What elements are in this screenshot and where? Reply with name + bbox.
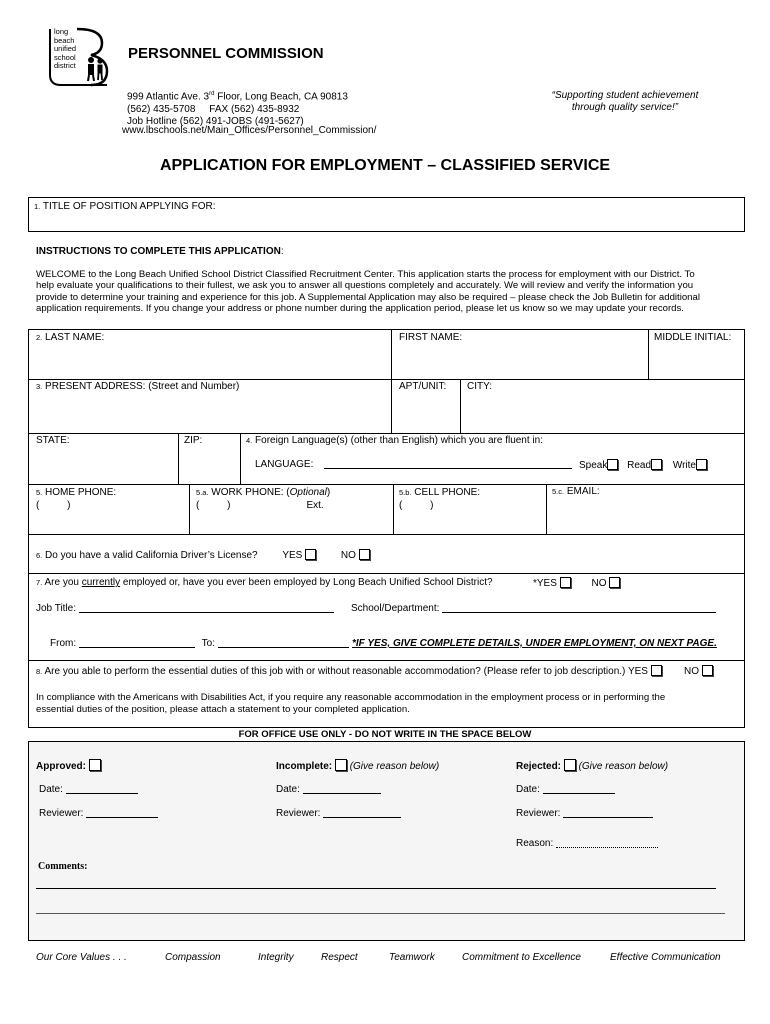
motto-line: “Supporting student achievement <box>551 90 699 101</box>
last-name-label: LAST NAME: <box>45 332 105 343</box>
to-date-input[interactable] <box>218 647 349 648</box>
address-sup: rd <box>209 91 215 97</box>
position-title-label <box>34 201 216 212</box>
comments-line-1[interactable] <box>36 888 716 889</box>
heading-colon: : <box>280 246 284 257</box>
website-link[interactable]: www.lbschools.net/Main_Offices/Personnel_Commission/ <box>122 125 377 136</box>
no-label: NO <box>340 550 356 561</box>
incomplete-checkbox[interactable] <box>335 759 347 771</box>
rejected-date-row <box>516 784 615 795</box>
home-phone-label <box>36 486 116 499</box>
core-value-integrity: Integrity <box>258 952 294 963</box>
approved-reviewer-row <box>39 808 158 819</box>
no-label: NO <box>684 666 699 677</box>
ada-line: In compliance with the Americans with Disabilities Act, if you require any reasonable accommodation in the employment process or in performing the <box>36 692 666 703</box>
incomplete-note: (Give reason below) <box>349 761 440 772</box>
core-value-respect: Respect <box>321 952 358 963</box>
reason-row <box>516 838 658 849</box>
logo-text-line: school <box>54 52 76 62</box>
q-number: 1. <box>34 202 41 211</box>
home-phone-field[interactable] <box>36 486 116 512</box>
license-no-checkbox[interactable] <box>359 549 370 560</box>
q-label: CELL PHONE: <box>414 487 481 498</box>
write-label: Write <box>672 460 696 471</box>
write-checkbox[interactable] <box>696 459 707 470</box>
phone-number: (562) 435-5708 <box>127 103 196 115</box>
core-values-label: Our Core Values . . . <box>36 952 127 963</box>
rejected-reviewer-input[interactable] <box>563 817 653 818</box>
reason-label: Reason: <box>516 838 554 849</box>
q-label: employed or, have you ever been employed by Long Beach Unified School District? <box>120 577 493 588</box>
incomplete-row <box>276 759 439 772</box>
row-divider <box>28 573 745 574</box>
last-name-field[interactable] <box>36 332 104 343</box>
row-divider <box>28 534 745 535</box>
motto <box>520 90 730 114</box>
col-divider <box>546 484 547 535</box>
license-yes-checkbox[interactable] <box>305 549 316 560</box>
zip-label: ZIP: <box>184 435 203 446</box>
q-number: 5. <box>36 488 43 497</box>
comments-label: Comments: <box>38 861 88 872</box>
optional-note: Optional <box>289 487 327 498</box>
instructions-line: WELCOME to the Long Beach Unified School District Classified Recruitment Center. This application starts the process for employment with our District. To <box>36 269 695 280</box>
from-label: From: <box>50 638 77 649</box>
motto-line: through quality service!” <box>571 102 679 113</box>
col-divider <box>393 484 394 535</box>
school-dept-input[interactable] <box>442 612 716 613</box>
language-row <box>255 459 572 470</box>
cell-phone-field[interactable] <box>399 486 480 512</box>
city-label: CITY: <box>467 381 493 392</box>
instructions-heading <box>36 246 284 257</box>
read-checkbox[interactable] <box>651 459 662 470</box>
job-title-label: Job Title: <box>36 603 77 614</box>
language-input[interactable] <box>324 468 572 469</box>
school-dept-label: School/Department: <box>351 603 440 614</box>
comments-line-2[interactable] <box>36 913 725 914</box>
job-hotline: Job Hotline (562) 491-JOBS (491-5627) <box>127 116 304 128</box>
row-divider <box>28 379 745 380</box>
address-text: 999 Atlantic Ave. 3 <box>127 91 210 103</box>
q-label: HOME PHONE: <box>45 487 117 498</box>
school-dept-row <box>351 603 716 614</box>
row-divider <box>28 660 745 661</box>
email-label: EMAIL: <box>566 486 600 497</box>
paren-close: ) <box>326 487 331 498</box>
logo-text <box>54 28 76 71</box>
incomplete-reviewer-row <box>276 808 401 819</box>
logo-text-line: district <box>54 61 76 71</box>
no-label: NO <box>591 578 607 589</box>
rejected-row <box>516 759 668 772</box>
rejected-note: (Give reason below) <box>578 761 669 772</box>
foreign-language-label <box>246 435 543 446</box>
instructions-line: application requirements. If you change your address or phone number during the application period, please let us know so we may update your records. <box>36 303 684 315</box>
form-title: APPLICATION FOR EMPLOYMENT – CLASSIFIED SERVICE <box>159 157 611 174</box>
reviewer-label: Reviewer: <box>39 808 84 819</box>
core-value-compassion: Compassion <box>165 952 221 963</box>
position-title-field[interactable] <box>28 197 745 232</box>
q-number: 4. <box>246 436 253 445</box>
heading-text: INSTRUCTIONS TO COMPLETE THIS APPLICATION <box>36 246 281 257</box>
employed-yes-checkbox[interactable] <box>560 577 571 588</box>
instructions-body <box>36 269 700 315</box>
state-field[interactable] <box>36 435 70 446</box>
lbusd-employment-question <box>36 577 493 588</box>
speak-checkbox[interactable] <box>607 459 618 470</box>
col-divider <box>240 433 241 485</box>
approved-date-input[interactable] <box>66 793 138 794</box>
cell-phone-label <box>399 486 480 499</box>
col-divider <box>189 484 190 535</box>
q-label: Are you able to perform the essential duties of this job with or without reasonable accommodation? (Please refer to job description.) YES <box>44 666 648 677</box>
first-name-label: FIRST NAME: <box>399 332 463 343</box>
logo-text-line: unified <box>54 44 77 54</box>
q-label: TITLE OF POSITION APPLYING FOR: <box>42 201 216 212</box>
reviewer-label: Reviewer: <box>276 808 321 819</box>
rejected-checkbox[interactable] <box>564 759 576 771</box>
city-field[interactable] <box>467 381 492 392</box>
employment-details-note: *IF YES, GIVE COMPLETE DETAILS, UNDER EMPLOYMENT, ON NEXT PAGE. <box>352 638 717 649</box>
phone-line <box>127 104 348 117</box>
contact-block <box>127 88 348 129</box>
row-divider <box>28 433 745 434</box>
approved-row <box>36 759 101 772</box>
incomplete-date-input[interactable] <box>303 793 381 794</box>
q-number: 5.a. <box>196 488 209 497</box>
state-label: STATE: <box>36 435 70 446</box>
accommodation-yes-checkbox[interactable] <box>651 665 662 676</box>
instructions-line: provide to determine your training and experience for this job. A Supplemental Application may also be required – please check the Job Bulletin for additional <box>36 291 700 303</box>
q-label-underlined: currently <box>81 577 121 588</box>
q-label: Do you have a valid California Driver’s License? <box>45 550 258 561</box>
zip-field[interactable] <box>184 435 202 446</box>
approved-reviewer-input[interactable] <box>86 817 158 818</box>
col-divider <box>178 433 179 485</box>
col-divider <box>460 379 461 434</box>
ada-line: essential duties of the position, please attach a statement to your completed application. <box>36 704 410 715</box>
rejected-label: Rejected: <box>516 761 562 772</box>
date-label: Date: <box>516 784 540 795</box>
yes-label: *YES <box>533 578 557 589</box>
accommodation-question <box>36 665 662 677</box>
date-label: Date: <box>39 784 63 795</box>
q-label: Foreign Language(s) (other than English) which you are fluent in: <box>255 435 543 446</box>
q-number: 5.b. <box>399 488 412 497</box>
core-value-excellence: Commitment to Excellence <box>462 952 581 963</box>
col-divider <box>648 329 649 380</box>
read-label: Read <box>627 460 652 471</box>
middle-initial-field[interactable] <box>654 332 731 343</box>
col-divider <box>391 329 392 434</box>
office-use-heading: FOR OFFICE USE ONLY - DO NOT WRITE IN THE SPACE BELOW <box>238 729 532 740</box>
address-city: Floor, Long Beach, CA 90813 <box>214 91 348 103</box>
incomplete-date-row <box>276 784 381 795</box>
reviewer-label: Reviewer: <box>516 808 561 819</box>
approved-checkbox[interactable] <box>89 759 101 771</box>
work-phone-field[interactable] <box>196 486 330 512</box>
ada-statement <box>36 692 665 716</box>
job-title-input[interactable] <box>79 612 334 613</box>
rejected-date-input[interactable] <box>543 793 615 794</box>
incomplete-label: Incomplete: <box>276 761 333 772</box>
core-value-teamwork: Teamwork <box>389 952 435 963</box>
to-label: To: <box>201 638 216 649</box>
date-label: Date: <box>276 784 300 795</box>
q-number: 7. <box>36 578 43 587</box>
accommodation-no <box>684 665 713 677</box>
middle-initial-label: MIDDLE INITIAL: <box>654 332 732 343</box>
fax-number: FAX (562) 435-8932 <box>209 103 300 115</box>
approved-date-row <box>39 784 138 795</box>
home-phone-area-code: ( ) <box>36 500 71 511</box>
first-name-field[interactable] <box>399 332 462 343</box>
address-line <box>127 88 348 104</box>
logo-text-line: beach <box>54 35 75 45</box>
instructions-line: help evaluate your qualifications to their fullest, we ask you to answer all questions completely and accurately. We will review and verify the information you <box>36 280 694 292</box>
employed-no-checkbox[interactable] <box>609 577 620 588</box>
address-label: PRESENT ADDRESS: (Street and Number) <box>45 381 240 392</box>
incomplete-reviewer-input[interactable] <box>323 817 401 818</box>
approved-label: Approved: <box>36 761 86 772</box>
address-field[interactable] <box>36 381 239 392</box>
speak-label: Speak <box>579 460 608 471</box>
core-value-communication: Effective Communication <box>610 952 721 963</box>
apt-unit-field[interactable] <box>399 381 446 392</box>
work-phone-line <box>196 499 330 512</box>
drivers-license-row <box>36 549 370 561</box>
from-date-input[interactable] <box>79 647 195 648</box>
work-phone-label <box>196 486 330 499</box>
accommodation-no-checkbox[interactable] <box>702 665 713 676</box>
q-number: 6. <box>36 551 43 560</box>
language-skills <box>579 459 707 471</box>
q-number: 2. <box>36 333 43 342</box>
q-number: 3. <box>36 382 43 391</box>
row-divider <box>28 484 745 485</box>
language-label: LANGUAGE: <box>255 459 314 470</box>
employment-dates-row <box>50 638 349 649</box>
apt-unit-label: APT/UNIT: <box>399 381 447 392</box>
email-field[interactable] <box>552 486 600 497</box>
q-label: Are you <box>44 577 82 588</box>
logo-text-line: long <box>54 27 69 36</box>
rejected-reviewer-row <box>516 808 653 819</box>
q-number: 8. <box>36 667 43 676</box>
org-name: PERSONNEL COMMISSION <box>128 45 324 62</box>
job-title-row <box>36 603 334 614</box>
q-label: WORK PHONE: ( <box>211 487 290 498</box>
work-phone-area-code: ( ) <box>196 500 231 511</box>
ext-label: Ext. <box>306 500 324 511</box>
reason-input[interactable] <box>556 847 658 848</box>
district-logo <box>47 27 122 89</box>
yes-label: YES <box>282 550 303 561</box>
lbusd-employment-options <box>533 577 620 589</box>
cell-phone-area-code: ( ) <box>399 500 434 511</box>
q-number: 5.c. <box>552 487 565 496</box>
